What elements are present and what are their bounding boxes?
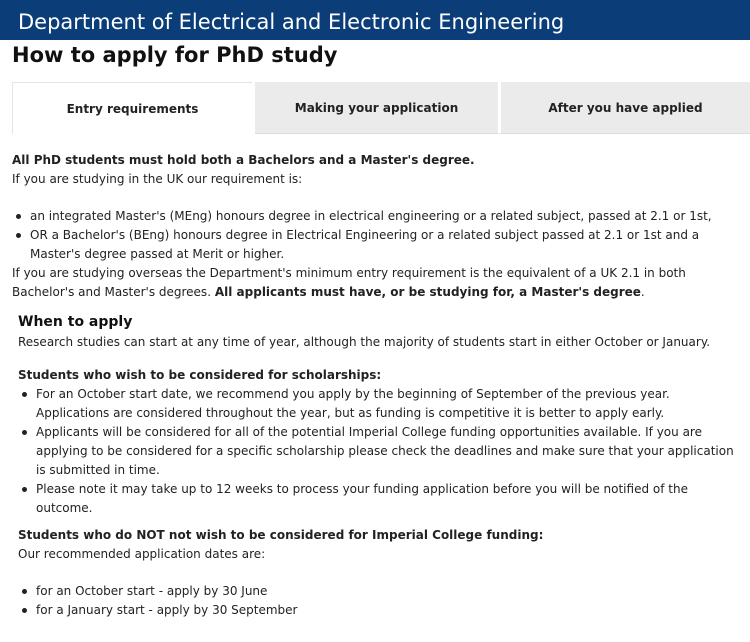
- overseas-bold-note: All applicants must have, or be studying for, a Master's degree: [214, 285, 641, 299]
- list-item: OR a Bachelor's (BEng) honours degree in Electrical Engineering or a related subject passed at 2.1 or 1st and a Master's degree passed at Merit or higher.: [12, 226, 742, 264]
- uk-requirements-list: [12, 207, 742, 264]
- when-to-apply-heading: When to apply: [18, 314, 133, 330]
- tab-making-your-application[interactable]: Making your application: [255, 82, 498, 134]
- department-banner: Department of Electrical and Electronic Engineering: [0, 0, 750, 40]
- list-item: Applicants will be considered for all of the potential Imperial College funding opportunities available. If you are applying to be considered for a specific scholarship please check the deadlines and make sure that your application is submitted in time.: [18, 423, 742, 480]
- list-item: Please note it may take up to 12 weeks to process your funding application before you will be notified of the outcome.: [18, 480, 742, 518]
- overseas-text: If you are studying overseas the Department's minimum entry requirement is the equivalent of a UK 2.1 in both Bachelor's and Master's degrees.: [12, 266, 686, 299]
- when-to-apply-text: Research studies can start at any time of year, although the majority of students start in either October or January.: [18, 335, 711, 349]
- tab-after-you-have-applied[interactable]: After you have applied: [498, 82, 750, 134]
- recommended-dates-text: Our recommended application dates are:: [18, 547, 266, 561]
- overseas-end: .: [640, 285, 645, 299]
- scholarship-heading: Students who wish to be considered for scholarships:: [18, 368, 382, 382]
- list-item: For an October start date, we recommend you apply by the beginning of September of the previous year. Applications are considered throughout the year, but as funding is competitive it is better to apply early.: [18, 385, 742, 423]
- page-title: How to apply for PhD study: [12, 43, 338, 67]
- intro-statement: All PhD students must hold both a Bachelors and a Master's degree.: [12, 153, 475, 167]
- when-to-apply-section: [12, 312, 742, 620]
- tab-content: [12, 151, 742, 620]
- list-item: an integrated Master's (MEng) honours degree in electrical engineering or a related subject, passed at 2.1 or 1st,: [12, 207, 742, 226]
- tab-bar: [12, 82, 750, 134]
- list-item: for an October start - apply by 30 June: [18, 582, 742, 601]
- list-item: for a January start - apply by 30 September: [18, 601, 742, 620]
- application-dates-list: [18, 582, 742, 620]
- tab-entry-requirements[interactable]: Entry requirements: [12, 82, 252, 134]
- no-funding-heading: Students who do NOT not wish to be considered for Imperial College funding:: [18, 528, 544, 542]
- overseas-requirement: [12, 264, 742, 302]
- uk-requirement-text: If you are studying in the UK our requirement is:: [12, 172, 303, 186]
- scholarship-list: [18, 385, 742, 518]
